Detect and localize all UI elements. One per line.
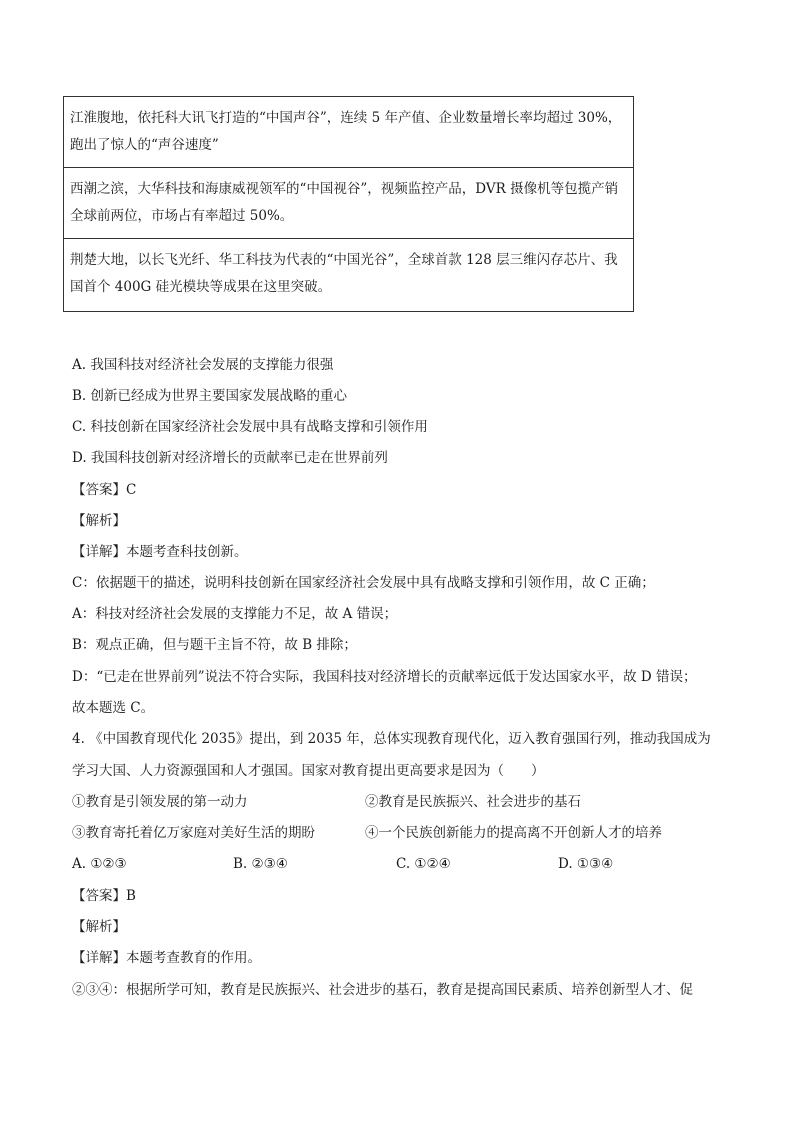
analysis-label: 【解析】 <box>72 919 126 935</box>
table-row <box>64 239 634 312</box>
explanation-line: C：依据题干的描述，说明科技创新在国家经济社会发展中具有战略支撑和引领作用，故 C 正确； <box>72 575 655 591</box>
table-row <box>64 97 634 168</box>
material-table <box>63 96 634 312</box>
statement-3: ③教育寄托着亿万家庭对美好生活的期盼 <box>72 825 315 841</box>
choice-c: C. ①②④ <box>396 856 451 872</box>
explanation-line: B：观点正确，但与题干主旨不符，故 B 排除； <box>72 637 357 653</box>
option-d: D. 我国科技创新对经济增长的贡献率已走在世界前列 <box>72 450 388 466</box>
choice-d: D. ①③④ <box>558 856 614 872</box>
statement-2: ②教育是民族振兴、社会进步的基石 <box>365 794 581 810</box>
detail-line: 【详解】本题考查科技创新。 <box>72 544 248 560</box>
statement-1: ①教育是引领发展的第一动力 <box>72 794 248 810</box>
detail-line: 【详解】本题考查教育的作用。 <box>72 950 261 966</box>
option-a: A. 我国科技对经济社会发展的支撑能力很强 <box>72 357 334 373</box>
explanation-line: ②③④：根据所学可知，教育是民族振兴、社会进步的基石，教育是提高国民素质、培养创新型人才、促 <box>72 982 693 998</box>
table-cell: 江淮腹地，依托科大讯飞打造的“中国声谷”，连续 5 年产值、企业数量增长率均超过 30%，跑出了惊人的“声谷速度” <box>64 97 634 168</box>
explanation-line: A：科技对经济社会发展的支撑能力不足，故 A 错误； <box>72 606 398 622</box>
conclusion-line: 故本题选 C。 <box>72 700 155 716</box>
choice-b: B. ②③④ <box>233 856 288 872</box>
explanation-line: D：“已走在世界前列”说法不符合实际，我国科技对经济增长的贡献率远低于发达国家水平，故 D 错误； <box>72 669 697 685</box>
option-c: C. 科技创新在国家经济社会发展中具有战略支撑和引领作用 <box>72 419 428 435</box>
table-cell: 荆楚大地，以长飞光纤、华工科技为代表的“中国光谷”，全球首款 128 层三维闪存芯片、我国首个 400G 硅光模块等成果在这里突破。 <box>64 239 634 312</box>
table-row <box>64 168 634 239</box>
statement-4: ④一个民族创新能力的提高离不开创新人才的培养 <box>365 825 662 841</box>
question-stem: 4. 《中国教育现代化 2035》提出，到 2035 年，总体实现教育现代化，迈入教育强国行列，推动我国成为 <box>72 731 711 747</box>
answer-label: 【答案】B <box>72 888 136 904</box>
choice-a: A. ①②③ <box>72 856 127 872</box>
analysis-label: 【解析】 <box>72 513 126 529</box>
table-cell: 西潮之滨，大华科技和海康威视领军的“中国视谷”，视频监控产品，DVR 摄像机等包揽产销全球前两位，市场占有率超过 50%。 <box>64 168 634 239</box>
question-stem: 学习大国、人力资源强国和人才强国。国家对教育提出更高要求是因为（ ） <box>72 763 545 779</box>
option-b: B. 创新已经成为世界主要国家发展战略的重心 <box>72 388 348 404</box>
answer-label: 【答案】C <box>72 482 137 498</box>
